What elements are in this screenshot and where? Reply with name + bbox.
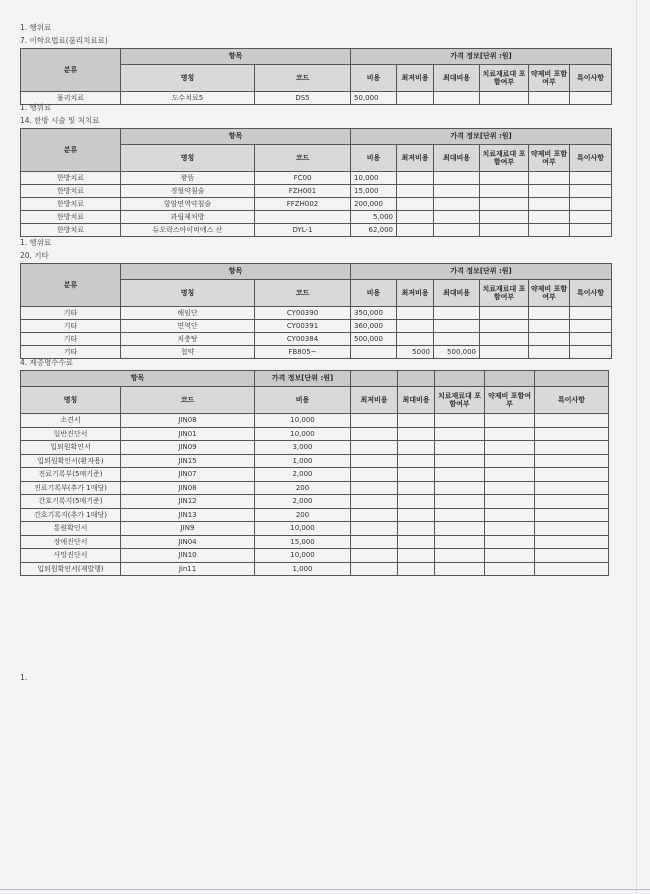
cell-cost: 62,000 — [351, 224, 397, 237]
table-row — [21, 320, 612, 333]
cell-name: 입퇴원확인서(환자용) — [21, 454, 121, 468]
cell-code: JIN15 — [121, 454, 255, 468]
cell-max: 500,000 — [434, 346, 480, 359]
cell-cost: 10,000 — [255, 427, 351, 441]
table-row — [21, 307, 612, 320]
cell-name: 진료기록부(추가 1매당) — [21, 481, 121, 495]
header-material: 치료재료대 포함여부 — [480, 145, 529, 172]
header-note: 특이사항 — [570, 145, 612, 172]
header-drug: 약제비 포함여부 — [529, 280, 570, 307]
header-name: 명칭 — [121, 65, 255, 92]
table-row — [21, 172, 612, 185]
cell-code: FZH001 — [255, 185, 351, 198]
section-title: 20. 기타 — [20, 251, 49, 260]
cell-category: 한방치료 — [21, 211, 121, 224]
cell-cost: 200 — [255, 481, 351, 495]
header-note: 특이사항 — [570, 65, 612, 92]
cell-name: 소견서 — [21, 414, 121, 428]
cell-code: JIN09 — [121, 441, 255, 455]
header-code: 코드 — [121, 387, 255, 414]
cell-name: 면역단 — [121, 320, 255, 333]
cell-category: 기타 — [21, 346, 121, 359]
cell-code: DS5 — [255, 92, 351, 105]
cell-code: JIN01 — [121, 427, 255, 441]
cell-min — [397, 92, 434, 105]
cell-cost: 2,000 — [255, 495, 351, 509]
header-cost: 비용 — [351, 65, 397, 92]
section-title: 14. 한방 시술 및 처치료 — [20, 116, 100, 125]
header-note: 특이사항 — [570, 280, 612, 307]
header-price-info: 가격 정보[단위 :원] — [351, 264, 612, 280]
header-min: 최저비용 — [397, 65, 434, 92]
price-table-oriental — [20, 128, 612, 237]
cell-category: 한방치료 — [21, 224, 121, 237]
header-item: 항목 — [21, 371, 255, 387]
table-row — [21, 562, 609, 576]
cell-name: 도수치료5 — [121, 92, 255, 105]
cell-code: FC00 — [255, 172, 351, 185]
table-row — [21, 441, 609, 455]
header-price-info: 가격 정보[단위 :원] — [351, 49, 612, 65]
table-row — [21, 224, 612, 237]
cell-code: JIN07 — [121, 468, 255, 482]
cell-code: JIN9 — [121, 522, 255, 536]
cell-name: 해임단 — [121, 307, 255, 320]
cell-code: JIN08 — [121, 481, 255, 495]
cell-code: JIN12 — [121, 495, 255, 509]
cell-name: 첩약 — [121, 346, 255, 359]
cell-name: 듀오락스아이비에스 산 — [121, 224, 255, 237]
section-title: 4. 제증명수수료 — [20, 358, 74, 367]
header-drug: 약제비 포함여부 — [485, 387, 535, 414]
table-row — [21, 427, 609, 441]
cell-cost: 15,000 — [351, 185, 397, 198]
cell-code: JIN10 — [121, 549, 255, 563]
header-max: 최대비용 — [398, 387, 435, 414]
table-row — [21, 522, 609, 536]
section-title: 7. 이학요법료(물리치료료) — [20, 36, 108, 45]
cell-code: DYL-1 — [255, 224, 351, 237]
cell-name: 경혈약침술 — [121, 185, 255, 198]
cell-cost: 500,000 — [351, 333, 397, 346]
cell-code: FB805~ — [255, 346, 351, 359]
cell-name: 일반진단서 — [21, 427, 121, 441]
cell-name: 항암면역약침술 — [121, 198, 255, 211]
header-item: 항목 — [121, 264, 351, 280]
table-row — [21, 211, 612, 224]
header-name: 명칭 — [121, 145, 255, 172]
cell-cost: 5,000 — [351, 211, 397, 224]
table-row — [21, 346, 612, 359]
header-code: 코드 — [255, 145, 351, 172]
table-row — [21, 495, 609, 509]
header-max: 최대비용 — [434, 65, 480, 92]
table-row — [21, 481, 609, 495]
cell-code — [255, 211, 351, 224]
cell-name: 입퇴원확인서(재발행) — [21, 562, 121, 576]
cell-max — [434, 92, 480, 105]
header-drug: 약제비 포함여부 — [529, 145, 570, 172]
header-material: 치료재료대 포함여부 — [480, 65, 529, 92]
header-category: 분류 — [21, 264, 121, 307]
cell-cost — [351, 346, 397, 359]
table-row — [21, 92, 612, 105]
cell-code: JIN08 — [121, 414, 255, 428]
scan-edge — [636, 0, 637, 894]
cell-min: 5000 — [397, 346, 434, 359]
cell-code: CY00384 — [255, 333, 351, 346]
cell-cost: 360,000 — [351, 320, 397, 333]
cell-name: 진료기록부(5매기준) — [21, 468, 121, 482]
cell-name: 간호기록지(5매기준) — [21, 495, 121, 509]
section-note: 1. 행위료 — [20, 238, 52, 247]
cell-cost: 10,000 — [255, 522, 351, 536]
table-row — [21, 468, 609, 482]
section-note: 1. 행위료 — [20, 23, 52, 32]
cell-cost: 1,000 — [255, 454, 351, 468]
header-max: 최대비용 — [434, 145, 480, 172]
cell-code: Jin11 — [121, 562, 255, 576]
cell-code: JIN13 — [121, 508, 255, 522]
table-row — [21, 508, 609, 522]
table-row — [21, 549, 609, 563]
cell-cost: 10,000 — [255, 414, 351, 428]
header-cost: 비용 — [255, 387, 351, 414]
header-item: 항목 — [121, 49, 351, 65]
cell-cost: 3,000 — [255, 441, 351, 455]
table-row — [21, 414, 609, 428]
header-cost: 비용 — [351, 145, 397, 172]
cell-name: 사망진단서 — [21, 549, 121, 563]
table-row — [21, 198, 612, 211]
cell-category: 기타 — [21, 333, 121, 346]
table-row — [21, 333, 612, 346]
cell-code: CY00390 — [255, 307, 351, 320]
cell-code: FFZH002 — [255, 198, 351, 211]
header-min: 최저비용 — [397, 280, 434, 307]
cell-cost: 10,000 — [351, 172, 397, 185]
cell-name: 장애진단서 — [21, 535, 121, 549]
header-price-info: 가격 정보[단위 :원] — [351, 129, 612, 145]
page-bottom-edge — [0, 889, 650, 890]
header-price-info: 가격 정보[단위 :원] — [255, 371, 351, 387]
cell-code: CY00391 — [255, 320, 351, 333]
header-code: 코드 — [255, 65, 351, 92]
cell-code: JIN04 — [121, 535, 255, 549]
cell-name: 과립제처방 — [121, 211, 255, 224]
cell-category: 한방치료 — [21, 185, 121, 198]
table-row — [21, 454, 609, 468]
cell-cost: 10,000 — [255, 549, 351, 563]
table-row — [21, 535, 609, 549]
cell-category: 물리치료 — [21, 92, 121, 105]
cell-cost: 200 — [255, 508, 351, 522]
header-material: 치료재료대 포함여부 — [435, 387, 485, 414]
footer-note: 1. — [20, 673, 28, 682]
header-min: 최저비용 — [397, 145, 434, 172]
cell-category: 한방치료 — [21, 198, 121, 211]
cell-name: 통원확인서 — [21, 522, 121, 536]
header-category: 분류 — [21, 49, 121, 92]
cell-name: 왕뜸 — [121, 172, 255, 185]
header-max: 최대비용 — [434, 280, 480, 307]
header-name: 명칭 — [121, 280, 255, 307]
header-drug: 약제비 포함여부 — [529, 65, 570, 92]
section-note: 1. 행위료 — [20, 103, 52, 112]
cell-cost: 200,000 — [351, 198, 397, 211]
cell-category: 한방치료 — [21, 172, 121, 185]
cell-category: 기타 — [21, 320, 121, 333]
cell-name: 치충탕 — [121, 333, 255, 346]
header-item: 항목 — [121, 129, 351, 145]
table-row — [21, 185, 612, 198]
cell-cost: 15,000 — [255, 535, 351, 549]
header-material: 치료재료대 포함여부 — [480, 280, 529, 307]
price-table-physio — [20, 48, 612, 105]
header-code: 코드 — [255, 280, 351, 307]
header-note: 특이사항 — [535, 387, 609, 414]
header-name: 명칭 — [21, 387, 121, 414]
header-min: 최저비용 — [351, 387, 398, 414]
price-table-etc — [20, 263, 612, 359]
cell-cost: 350,000 — [351, 307, 397, 320]
cell-category: 기타 — [21, 307, 121, 320]
cell-cost: 2,000 — [255, 468, 351, 482]
header-cost: 비용 — [351, 280, 397, 307]
price-table-certificates — [20, 370, 609, 576]
cell-cost: 50,000 — [351, 92, 397, 105]
cell-name: 입퇴원확인서 — [21, 441, 121, 455]
header-category: 분류 — [21, 129, 121, 172]
cell-name: 간호기록지(추가 1매당) — [21, 508, 121, 522]
cell-cost: 1,000 — [255, 562, 351, 576]
